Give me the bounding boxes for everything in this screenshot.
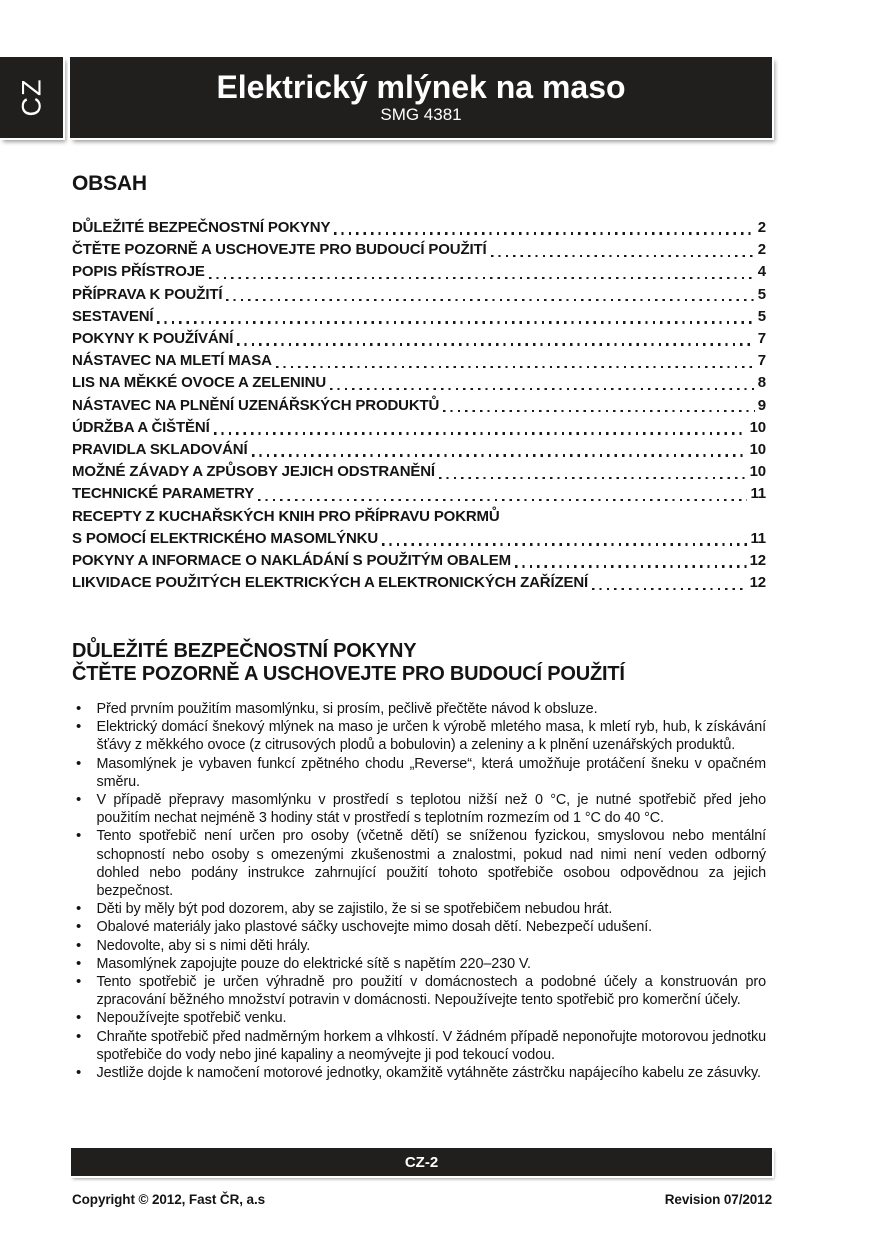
toc-entry bbox=[72, 306, 766, 328]
toc-entry-label: POKYNY K POUŽÍVÁNÍ bbox=[72, 330, 234, 348]
toc-entry bbox=[72, 350, 766, 372]
toc-entry-line bbox=[72, 572, 766, 594]
toc-entry-line bbox=[72, 261, 766, 283]
toc-entry-line bbox=[72, 372, 766, 394]
toc-entry-page-number: 7 bbox=[757, 352, 766, 370]
toc-entry bbox=[72, 483, 766, 505]
safety-instruction-item: • V případě přepravy masomlýnku v prostředí s teplotou nižší než 0 °C, je nutné spotřebič před jeho použitím nechat nejméně 3 hodiny stát v prostředí s teplotním rozmezím od 1 °C do 40 °C. bbox=[72, 791, 766, 827]
toc-dot-leader bbox=[443, 410, 755, 412]
model-number: SMG 4381 bbox=[380, 105, 462, 124]
toc-dot-leader bbox=[258, 499, 747, 501]
toc-dot-leader bbox=[382, 543, 747, 545]
safety-instruction-item: • Masomlýnek zapojujte pouze do elektrické sítě s napětím 220–230 V. bbox=[72, 955, 766, 973]
toc-entry-label: MOŽNÉ ZÁVADY A ZPŮSOBY JEJICH ODSTRANĚNÍ bbox=[72, 463, 435, 481]
footer-page-bar bbox=[71, 1148, 772, 1176]
toc-entry bbox=[72, 550, 766, 572]
toc-entry-label: PRAVIDLA SKLADOVÁNÍ bbox=[72, 441, 248, 459]
toc-entry-label: ČTĚTE POZORNĚ A USCHOVEJTE PRO BUDOUCÍ POUŽITÍ bbox=[72, 241, 487, 259]
toc-heading: OBSAH bbox=[72, 172, 147, 195]
safety-instruction-item: • Nepoužívejte spotřebič venku. bbox=[72, 1009, 766, 1027]
toc-entry-page-number: 9 bbox=[757, 396, 766, 414]
toc-entry-page-number: 2 bbox=[757, 241, 766, 259]
toc-entry-page-number: 8 bbox=[757, 374, 766, 392]
toc-entry-line bbox=[72, 483, 766, 505]
safety-instruction-item: • Chraňte spotřebič před nadměrným horkem a vlhkostí. V žádném případě neponořujte motorovou jednotku spotřebiče do vody nebo jiné kapaliny a neomývejte ji pod tekoucí vodou. bbox=[72, 1028, 766, 1064]
toc-entry bbox=[72, 506, 766, 550]
table-of-contents bbox=[72, 217, 766, 594]
toc-entry-line bbox=[72, 306, 766, 328]
safety-instruction-item: • Obalové materiály jako plastové sáčky uschovejte mimo dosah dětí. Nebezpečí udušení. bbox=[72, 918, 766, 936]
safety-instruction-item: • Jestliže dojde k namočení motorové jednotky, okamžitě vytáhněte zástrčku napájecího kabelu ze zásuvky. bbox=[72, 1064, 766, 1082]
toc-dot-leader bbox=[334, 232, 754, 234]
toc-entry-label: NÁSTAVEC NA PLNĚNÍ UZENÁŘSKÝCH PRODUKTŮ bbox=[72, 396, 440, 414]
safety-instructions-list bbox=[72, 700, 766, 1082]
page-header bbox=[70, 57, 772, 138]
toc-entry-line bbox=[72, 439, 766, 461]
toc-entry-line bbox=[72, 239, 766, 261]
language-tab-label: CZ bbox=[16, 78, 46, 117]
toc-entry-page-number: 10 bbox=[749, 418, 766, 436]
toc-entry-line bbox=[72, 528, 766, 550]
toc-entry-label: DŮLEŽITÉ BEZPEČNOSTNÍ POKYNY bbox=[72, 219, 331, 236]
toc-entry bbox=[72, 439, 766, 461]
toc-entry-first-line: RECEPTY Z KUCHAŘSKÝCH KNIH PRO PŘÍPRAVU POKRMŮ bbox=[72, 507, 500, 525]
toc-entry-label: ÚDRŽBA A ČIŠTĚNÍ bbox=[72, 418, 210, 436]
toc-entry-label: SESTAVENÍ bbox=[72, 307, 154, 325]
toc-entry-label: POKYNY A INFORMACE O NAKLÁDÁNÍ S POUŽITÝM OBALEM bbox=[72, 552, 511, 570]
toc-entry-line bbox=[72, 417, 766, 439]
toc-dot-leader bbox=[214, 432, 747, 434]
toc-entry-label: PŘÍPRAVA K POUŽITÍ bbox=[72, 285, 223, 303]
toc-entry bbox=[72, 261, 766, 283]
safety-instruction-item: • Děti by měly být pod dozorem, aby se zajistilo, že si se spotřebičem nebudou hrát. bbox=[72, 900, 766, 918]
safety-instruction-item: • Před prvním použitím masomlýnku, si prosím, pečlivě přečtěte návod k obsluze. bbox=[72, 700, 766, 718]
toc-dot-leader bbox=[209, 277, 755, 279]
toc-entry-line bbox=[72, 395, 766, 417]
toc-entry bbox=[72, 395, 766, 417]
safety-instruction-item: • Elektrický domácí šnekový mlýnek na maso je určen k výrobě mletého masa, k mletí ryb, hub, k získávání šťávy z měkkého ovoce (z citrusových plodů a bobulovin) a zeleniny a k plnění uzenářských produktů. bbox=[72, 718, 766, 754]
toc-entry-line bbox=[72, 217, 766, 239]
toc-entry-label: NÁSTAVEC NA MLETÍ MASA bbox=[72, 352, 272, 370]
toc-entry-line bbox=[72, 550, 766, 572]
toc-entry bbox=[72, 372, 766, 394]
section-heading-line-2: ČTĚTE POZORNĚ A USCHOVEJTE PRO BUDOUCÍ POUŽITÍ bbox=[72, 663, 625, 685]
toc-entry-label: LIS NA MĚKKÉ OVOCE A ZELENINU bbox=[72, 374, 326, 392]
toc-entry bbox=[72, 217, 766, 239]
toc-entry-line bbox=[72, 350, 766, 372]
toc-entry bbox=[72, 417, 766, 439]
toc-entry bbox=[72, 461, 766, 483]
toc-entry bbox=[72, 328, 766, 350]
safety-instruction-item: • Tento spotřebič není určen pro osoby (včetně dětí) se sníženou fyzickou, smyslovou nebo mentální schopností nebo osoby s omezenými zkušenostmi a znalostmi, pokud nad nimi není veden odborný dohled nebo podány instrukce zahrnující použití tohoto spotřebiče osobou odpovědnou za jejich bezpečnost. bbox=[72, 827, 766, 900]
toc-entry-label: LIKVIDACE POUŽITÝCH ELEKTRICKÝCH A ELEKTRONICKÝCH ZAŘÍZENÍ bbox=[72, 574, 589, 592]
toc-dot-leader bbox=[330, 388, 755, 390]
page-title: Elektrický mlýnek na maso bbox=[216, 69, 626, 105]
language-tab bbox=[0, 57, 63, 138]
copyright-text: Copyright © 2012, Fast ČR, a.s bbox=[72, 1192, 266, 1207]
toc-entry-page-number: 11 bbox=[750, 529, 766, 547]
safety-instruction-item: • Tento spotřebič je určen výhradně pro použití v domácnostech a podobné účely a konstruován pro zpracování běžného množství potravin v domácnosti. Nepoužívejte tento spotřebič pro komerční účely. bbox=[72, 973, 766, 1009]
section-heading-line-1: DŮLEŽITÉ BEZPEČNOSTNÍ POKYNY bbox=[72, 640, 417, 662]
safety-instruction-item: • Nedovolte, aby si s nimi děti hrály. bbox=[72, 937, 766, 955]
toc-entry-page-number: 4 bbox=[757, 263, 766, 281]
toc-dot-leader bbox=[237, 343, 755, 345]
toc-entry bbox=[72, 284, 766, 306]
toc-entry bbox=[72, 572, 766, 594]
toc-dot-leader bbox=[515, 565, 747, 567]
toc-dot-leader bbox=[439, 477, 747, 479]
toc-dot-leader bbox=[252, 454, 747, 456]
toc-entry-page-number: 12 bbox=[749, 574, 766, 592]
toc-entry-label: S POMOCÍ ELEKTRICKÉHO MASOMLÝNKU bbox=[72, 529, 379, 547]
toc-dot-leader bbox=[157, 321, 754, 323]
footer-page-label: CZ-2 bbox=[404, 1153, 439, 1171]
toc-entry-line bbox=[72, 328, 766, 350]
toc-entry-page-number: 10 bbox=[749, 463, 766, 481]
toc-entry-page-number: 5 bbox=[757, 285, 766, 303]
toc-entry-page-number: 12 bbox=[749, 552, 766, 570]
toc-entry-page-number: 5 bbox=[757, 307, 766, 325]
revision-text: Revision 07/2012 bbox=[664, 1192, 772, 1207]
toc-entry-line bbox=[72, 284, 766, 306]
toc-dot-leader bbox=[592, 588, 747, 590]
toc-entry-page-number: 10 bbox=[749, 441, 766, 459]
toc-entry-label: POPIS PŘÍSTROJE bbox=[72, 263, 205, 281]
toc-entry-page-number: 2 bbox=[757, 219, 766, 236]
toc-entry-line bbox=[72, 461, 766, 483]
toc-entry bbox=[72, 239, 766, 261]
toc-dot-leader bbox=[226, 299, 754, 301]
toc-entry-page-number: 11 bbox=[750, 485, 766, 503]
toc-dot-leader bbox=[491, 255, 755, 257]
toc-dot-leader bbox=[276, 366, 755, 368]
section-heading bbox=[72, 640, 766, 686]
footer-meta bbox=[72, 1192, 772, 1207]
safety-instruction-item: • Masomlýnek je vybaven funkcí zpětného chodu „Reverse“, která umožňuje protáčení šneku v opačném směru. bbox=[72, 755, 766, 791]
toc-entry-page-number: 7 bbox=[757, 330, 766, 348]
toc-entry-label: TECHNICKÉ PARAMETRY bbox=[72, 485, 255, 503]
